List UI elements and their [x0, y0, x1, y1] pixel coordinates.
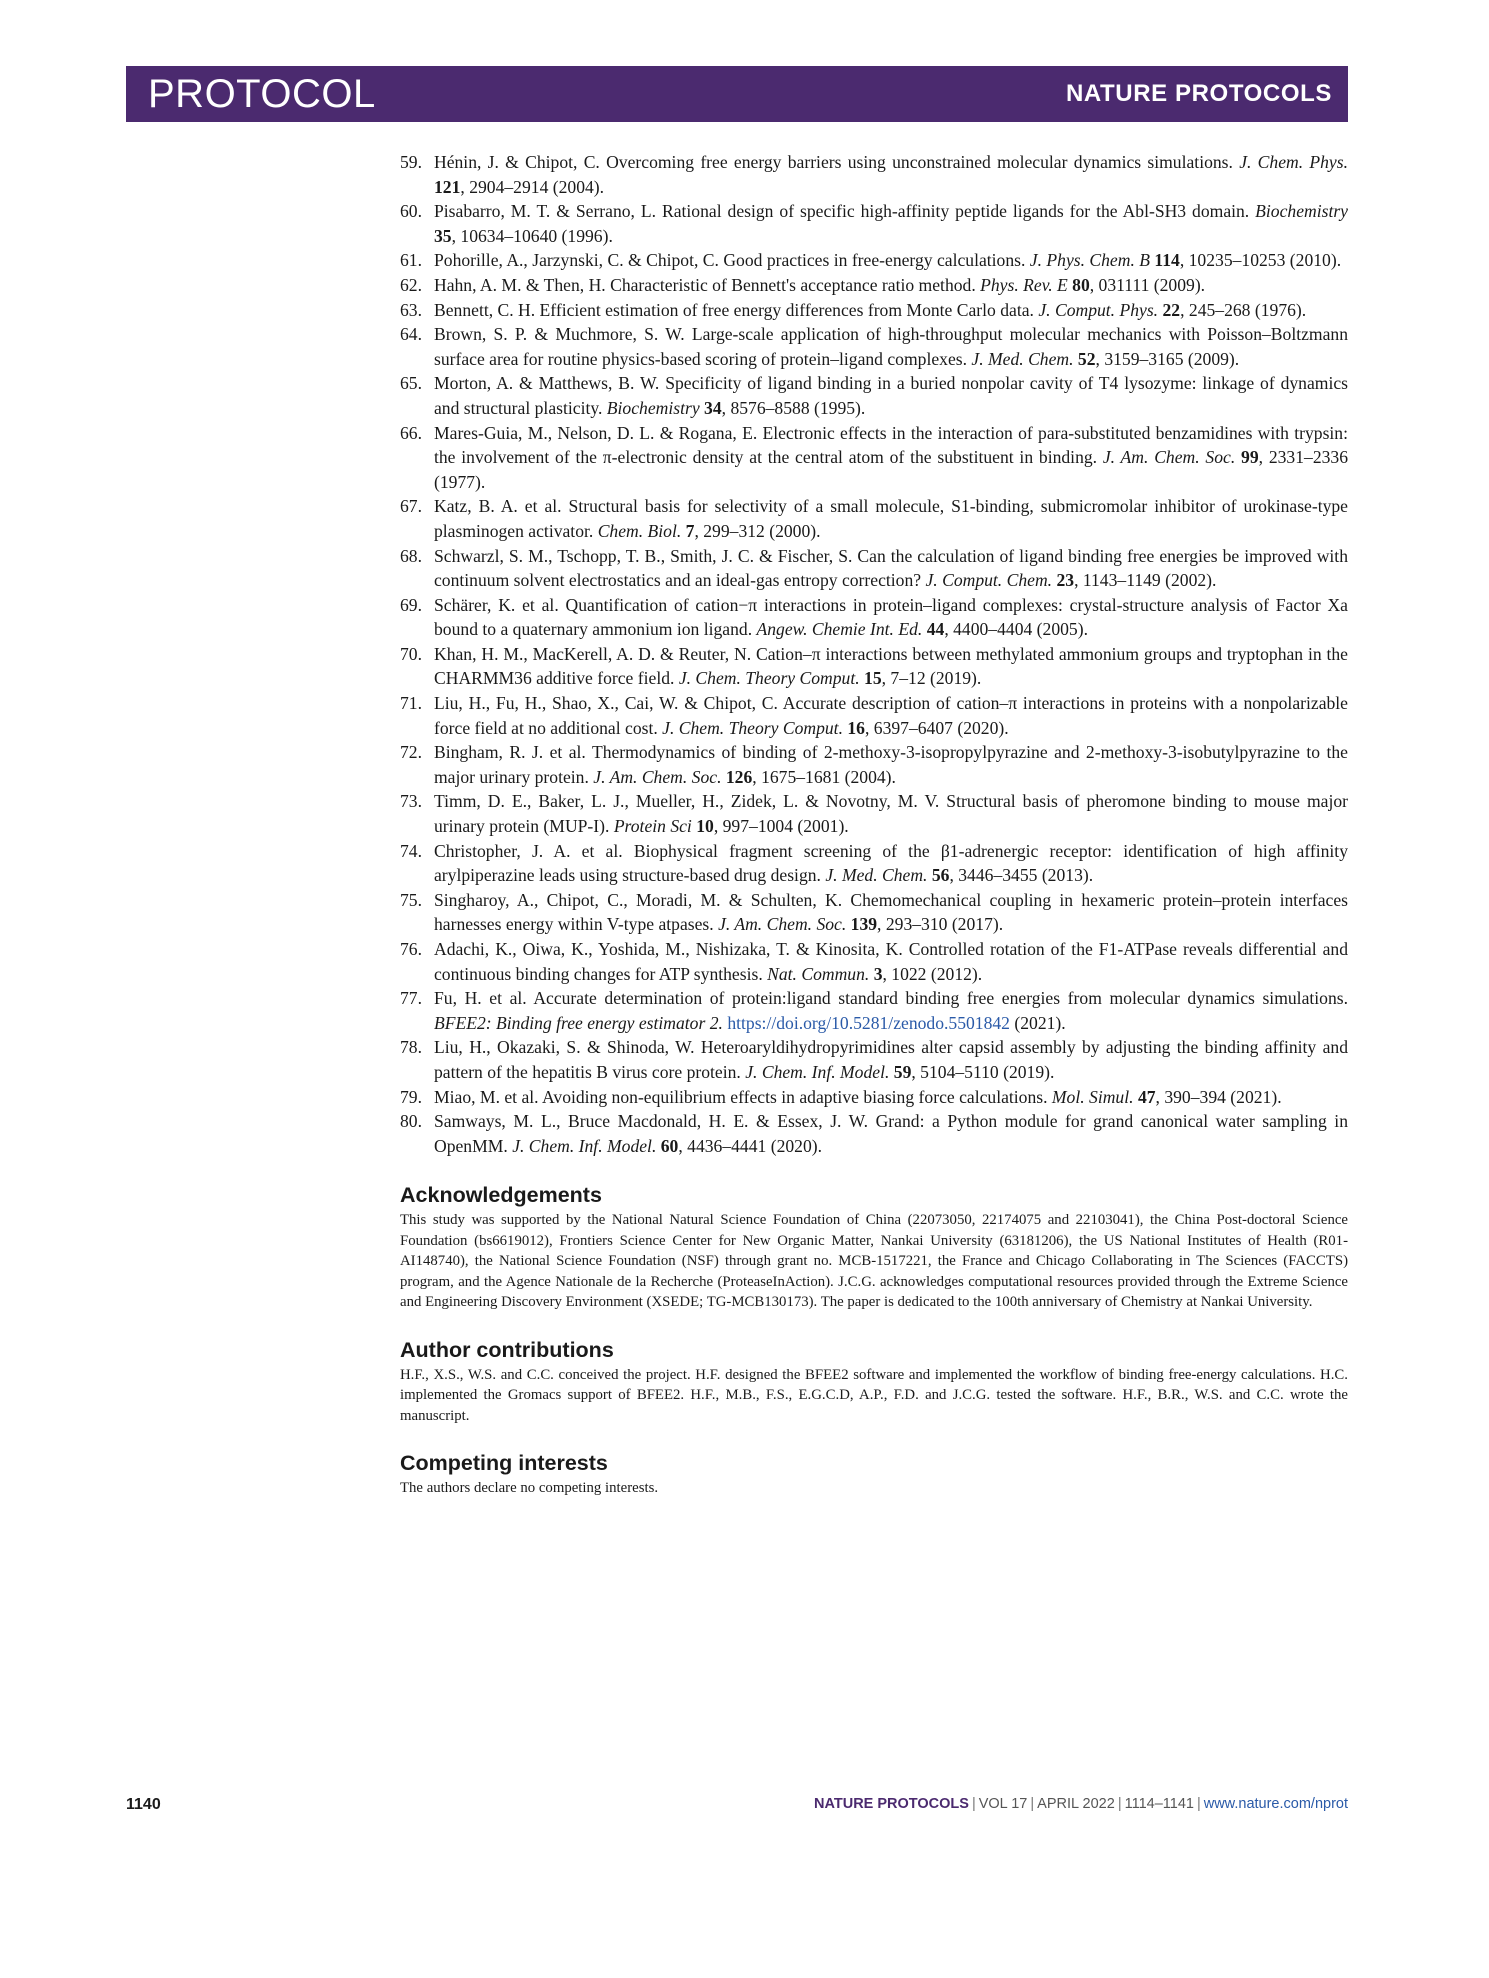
reference-number: 79. — [400, 1086, 422, 1107]
footer-citation: NATURE PROTOCOLS | VOL 17 | APRIL 2022 | 1114–1141 | www.nature.com/nprot — [814, 1796, 1348, 1812]
reference-text: Schärer, K. et al. Quantification of cation−π interactions in protein–ligand complexes: crystal-structure analysis of Factor Xa bound to a quaternary ammonium ion ligand. — [434, 594, 1348, 640]
reference-item — [400, 273, 1348, 298]
reference-text: , 031111 (2009). — [1089, 274, 1206, 295]
journal-title: J. Chem. Phys. — [1239, 152, 1348, 172]
reference-number: 61. — [400, 250, 422, 271]
footer-date: APRIL 2022 — [1037, 1796, 1115, 1812]
reference-number: 75. — [400, 889, 422, 910]
volume-number: 10 — [696, 816, 714, 837]
reference-item — [400, 494, 1348, 543]
page-number: 1140 — [126, 1796, 161, 1813]
volume-number: 126 — [725, 766, 753, 787]
journal-title: Phys. Rev. E — [980, 274, 1068, 295]
reference-item — [400, 740, 1348, 789]
reference-number: 78. — [400, 1037, 422, 1058]
reference-text: , 2904–2914 (2004). — [460, 176, 605, 197]
reference-item — [400, 691, 1348, 740]
volume-number: 139 — [850, 914, 878, 935]
reference-number: 69. — [400, 594, 422, 615]
reference-number: 68. — [400, 545, 422, 566]
competing-interests-heading: Competing interests — [400, 1451, 608, 1476]
journal-title: J. Med. Chem. — [825, 865, 928, 886]
volume-number: 22 — [1162, 299, 1181, 320]
journal-title: J. Chem. Inf. Model. — [745, 1061, 890, 1082]
reference-text: Timm, D. E., Baker, L. J., Mueller, H., Zidek, L. & Novotny, M. V. Structural basis of pheromone binding to mouse major urinary protein (MUP-I). — [434, 791, 1348, 837]
volume-number: 59 — [893, 1061, 912, 1082]
reference-text: , 1143–1149 (2002). — [1074, 570, 1217, 591]
journal-name-header: NATURE PROTOCOLS — [1065, 80, 1332, 107]
reference-text: , 2331–2336 (1977). — [434, 447, 1349, 492]
volume-number: 44 — [926, 619, 945, 640]
reference-item — [400, 986, 1348, 1035]
journal-title: J. Phys. Chem. B — [1029, 250, 1150, 271]
reference-number: 65. — [400, 373, 422, 394]
main-content — [400, 150, 1348, 1499]
competing-interests-text: The authors declare no competing interests. — [400, 1480, 659, 1497]
reference-text: , 997–1004 (2001). — [713, 816, 849, 837]
volume-number: 99 — [1241, 447, 1259, 468]
journal-title: Chem. Biol. — [597, 520, 682, 541]
reference-text: Khan, H. M., MacKerell, A. D. & Reuter, N. Cation–π interactions between methylated ammonium groups and tryptophan in the CHARMM36 additive force field. — [434, 643, 1348, 689]
journal-title: J. Chem. Inf. Model. — [512, 1135, 657, 1156]
reference-number: 60. — [400, 201, 422, 222]
volume-number: 15 — [864, 668, 882, 689]
reference-text: , 293–310 (2017). — [877, 914, 1004, 935]
author-contributions-heading: Author contributions — [400, 1337, 614, 1362]
volume-number: 121 — [434, 176, 461, 197]
reference-item — [400, 150, 1348, 199]
reference-item — [400, 937, 1348, 986]
reference-number: 66. — [400, 422, 422, 443]
volume-number: 23 — [1056, 570, 1075, 591]
volume-number: 114 — [1154, 250, 1180, 271]
journal-title: J. Comput. Phys. — [1038, 299, 1159, 320]
page-footer — [126, 1796, 1348, 1820]
journal-title: J. Comput. Chem. — [925, 570, 1053, 591]
volume-number: 47 — [1137, 1086, 1156, 1107]
journal-title: Biochemistry — [606, 397, 700, 418]
reference-text: Liu, H., Okazaki, S. & Shinoda, W. Heteroaryldihydropyrimidines alter capsid assembly by adjusting the binding affinity and pattern of the hepatitis B virus core protein. — [434, 1037, 1348, 1082]
reference-item — [400, 789, 1348, 838]
reference-text: , 1022 (2012). — [882, 963, 983, 984]
journal-title: J. Chem. Theory Comput. — [662, 717, 843, 738]
reference-text: , 245–268 (1976). — [1180, 299, 1307, 320]
volume-number: 3 — [873, 963, 883, 984]
acknowledgements-section — [400, 1182, 1348, 1313]
reference-text: Singharoy, A., Chipot, C., Moradi, M. & Schulten, K. Chemomechanical coupling in hexameric protein–protein interfaces harnesses energy within V-type atpases. — [434, 889, 1348, 935]
reference-text: Adachi, K., Oiwa, K., Yoshida, M., Nishizaka, T. & Kinosita, K. Controlled rotation of the F1-ATPase reveals differential and continuous binding changes for ATP synthesis. — [434, 939, 1348, 984]
reference-item — [400, 593, 1348, 642]
reference-item — [400, 298, 1348, 323]
reference-number: 62. — [400, 274, 422, 295]
reference-text: , 6397–6407 (2020). — [864, 717, 1009, 738]
journal-title: Mol. Simul. — [1051, 1086, 1134, 1107]
volume-number: 34 — [704, 397, 722, 418]
reference-text: , 10634–10640 (1996). — [451, 225, 613, 246]
reference-item — [400, 322, 1348, 371]
reference-text: , 1675–1681 (2004). — [752, 766, 896, 787]
reference-text: Mares-Guia, M., Nelson, D. L. & Rogana, E. Electronic effects in the interaction of para-substituted benzamidines with trypsin: the involvement of the π-electronic density at the central atom of the substituent in binding. — [434, 422, 1348, 468]
reference-text: Morton, A. & Matthews, B. W. Specificity of ligand binding in a buried nonpolar cavity of T4 lysozyme: linkage of dynamics and structural plasticity. — [434, 373, 1348, 418]
volume-number: 80 — [1072, 274, 1090, 295]
reference-number: 59. — [400, 152, 422, 172]
reference-text: , 8576–8588 (1995). — [721, 397, 866, 418]
footer-volume: VOL 17 — [978, 1796, 1028, 1812]
author-contributions-section — [400, 1337, 1348, 1427]
reference-text: , 10235–10253 (2010). — [1179, 250, 1342, 271]
reference-list — [400, 150, 1348, 1158]
reference-number: 63. — [400, 299, 422, 320]
volume-number: 56 — [931, 865, 950, 886]
reference-item — [400, 839, 1348, 888]
reference-text: Miao, M. et al. Avoiding non-equilibrium effects in adaptive biasing force calculations. — [434, 1086, 1052, 1107]
reference-number: 77. — [400, 988, 422, 1009]
journal-title: J. Chem. Theory Comput. — [678, 668, 860, 689]
reference-item — [400, 642, 1348, 691]
journal-title: J. Am. Chem. Soc. — [718, 914, 847, 935]
reference-text: , 3446–3455 (2013). — [949, 865, 1094, 886]
competing-interests-section — [400, 1450, 1348, 1499]
journal-title: Nat. Commun. — [767, 963, 870, 984]
reference-number: 73. — [400, 791, 422, 812]
volume-number: 16 — [847, 717, 865, 738]
reference-text: , 4400–4404 (2005). — [944, 619, 1088, 640]
journal-title: BFEE2: Binding free energy estimator 2. — [434, 1012, 723, 1033]
reference-text: Schwarzl, S. M., Tschopp, T. B., Smith, J. C. & Fischer, S. Can the calculation of ligand binding free energies be improved with continuum solvent electrostatics and an ideal-gas entropy correction? — [434, 545, 1348, 591]
reference-item — [400, 888, 1348, 937]
section-type-label: PROTOCOL — [148, 72, 376, 116]
reference-item — [400, 1085, 1348, 1110]
reference-text: Christopher, J. A. et al. Biophysical fragment screening of the β1-adrenergic receptor: identification of high affinity arylpiperazine leads using structure-based drug design. — [434, 840, 1348, 886]
reference-number: 72. — [400, 742, 422, 763]
reference-text: Brown, S. P. & Muchmore, S. W. Large-scale application of high-throughput molecular mechanics with Poisson–Boltzmann surface area for routine physics-based scoring of protein–ligand complexes. — [434, 324, 1348, 369]
reference-text: Fu, H. et al. Accurate determination of protein:ligand standard binding free energies from molecular dynamics simulations. — [434, 988, 1348, 1009]
volume-number: 7 — [685, 520, 695, 541]
reference-text: , 7–12 (2019). — [881, 668, 982, 689]
reference-text: (2021). — [1009, 1012, 1066, 1033]
acknowledgements-heading: Acknowledgements — [400, 1183, 602, 1208]
journal-title: J. Am. Chem. Soc. — [593, 766, 722, 787]
reference-text: Bennett, C. H. Efficient estimation of free energy differences from Monte Carlo data. — [434, 299, 1039, 320]
reference-text: Samways, M. L., Bruce Macdonald, H. E. & Essex, J. W. Grand: a Python module for grand canonical water sampling in OpenMM. — [434, 1111, 1348, 1156]
reference-item — [400, 544, 1348, 593]
reference-item — [400, 248, 1348, 273]
reference-text: , 3159–3165 (2009). — [1095, 348, 1240, 369]
header-banner — [126, 66, 1348, 122]
reference-number: 70. — [400, 643, 422, 664]
reference-item — [400, 199, 1348, 248]
reference-text: , 390–394 (2021). — [1155, 1086, 1282, 1107]
reference-text: Hénin, J. & Chipot, C. Overcoming free energy barriers using unconstrained molecular dynamics simulations. — [434, 152, 1240, 172]
reference-text: Pohorille, A., Jarzynski, C. & Chipot, C. Good practices in free-energy calculations. — [434, 250, 1030, 271]
reference-number: 74. — [400, 840, 422, 861]
reference-item — [400, 1109, 1348, 1158]
reference-text: , 299–312 (2000). — [694, 520, 821, 541]
reference-text: Pisabarro, M. T. & Serrano, L. Rational design of specific high-affinity peptide ligands for the Abl-SH3 domain. — [434, 201, 1256, 222]
volume-number: 35 — [434, 225, 452, 246]
footer-journal: NATURE PROTOCOLS — [814, 1796, 969, 1812]
volume-number: 52 — [1077, 348, 1096, 369]
footer-pages: 1114–1141 — [1124, 1796, 1194, 1812]
reference-number: 80. — [400, 1111, 422, 1132]
journal-title: Angew. Chemie Int. Ed. — [756, 619, 923, 640]
reference-text: Bingham, R. J. et al. Thermodynamics of binding of 2-methoxy-3-isopropylpyrazine and 2-methoxy-3-isobutylpyrazine to the major urinary protein. — [434, 742, 1348, 787]
volume-number: 60 — [660, 1135, 679, 1156]
reference-text: Katz, B. A. et al. Structural basis for selectivity of a small molecule, S1-binding, submicromolar inhibitor of urokinase-type plasminogen activator. — [434, 496, 1348, 541]
reference-item — [400, 1035, 1348, 1084]
author-contributions-text: H.F., X.S., W.S. and C.C. conceived the project. H.F. designed the BFEE2 software and implemented the workflow of binding free-energy calculations. H.C. implemented the Gromacs support of BFEE2. H.F., M.B., F.S., E.G.C.D, A.P., F.D. and J.C.G. tested the software. H.F., B.R., W.S. and C.C. wrote the manuscript. — [400, 1366, 1348, 1424]
journal-title: Protein Sci — [613, 816, 692, 837]
reference-number: 64. — [400, 324, 422, 345]
reference-text: Hahn, A. M. & Then, H. Characteristic of Bennett's acceptance ratio method. — [434, 274, 981, 295]
reference-number: 71. — [400, 693, 422, 714]
journal-title: J. Med. Chem. — [971, 348, 1074, 369]
doi-link[interactable]: https://doi.org/10.5281/zenodo.5501842 — [727, 1012, 1010, 1033]
reference-item — [400, 421, 1348, 495]
reference-text: Liu, H., Fu, H., Shao, X., Cai, W. & Chipot, C. Accurate description of cation–π interactions in proteins with a nonpolarizable force field at no additional cost. — [434, 693, 1348, 738]
reference-text: , 4436–4441 (2020). — [678, 1135, 823, 1156]
acknowledgements-text: This study was supported by the National Natural Science Foundation of China (22073050, 22174075 and 22103041), the China Post-doctoral Science Foundation (bs6619012), Frontiers Science Center for New Organic Matter, Nankai University (63181206), the US National Institutes of Health (R01-AI148740), the National Science Foundation (NSF) through grant no. MCB-1517221, the France and Chicago Collaborating in The Sciences (FACCTS) program, and the Agence Nationale de la Recherche (ProteaseInAction). J.C.G. acknowledges computational resources provided through the Extreme Science and Engineering Discovery Environment (XSEDE; TG-MCB130173). The paper is dedicated to the 100th anniversary of Chemistry at Nankai University. — [400, 1212, 1348, 1311]
reference-number: 67. — [400, 496, 422, 517]
reference-text: , 5104–5110 (2019). — [911, 1061, 1055, 1082]
journal-title: J. Am. Chem. Soc. — [1102, 447, 1236, 468]
footer-url-link[interactable]: www.nature.com/nprot — [1203, 1796, 1348, 1812]
reference-item — [400, 371, 1348, 420]
reference-number: 76. — [400, 939, 422, 959]
journal-title: Biochemistry — [1255, 201, 1348, 222]
